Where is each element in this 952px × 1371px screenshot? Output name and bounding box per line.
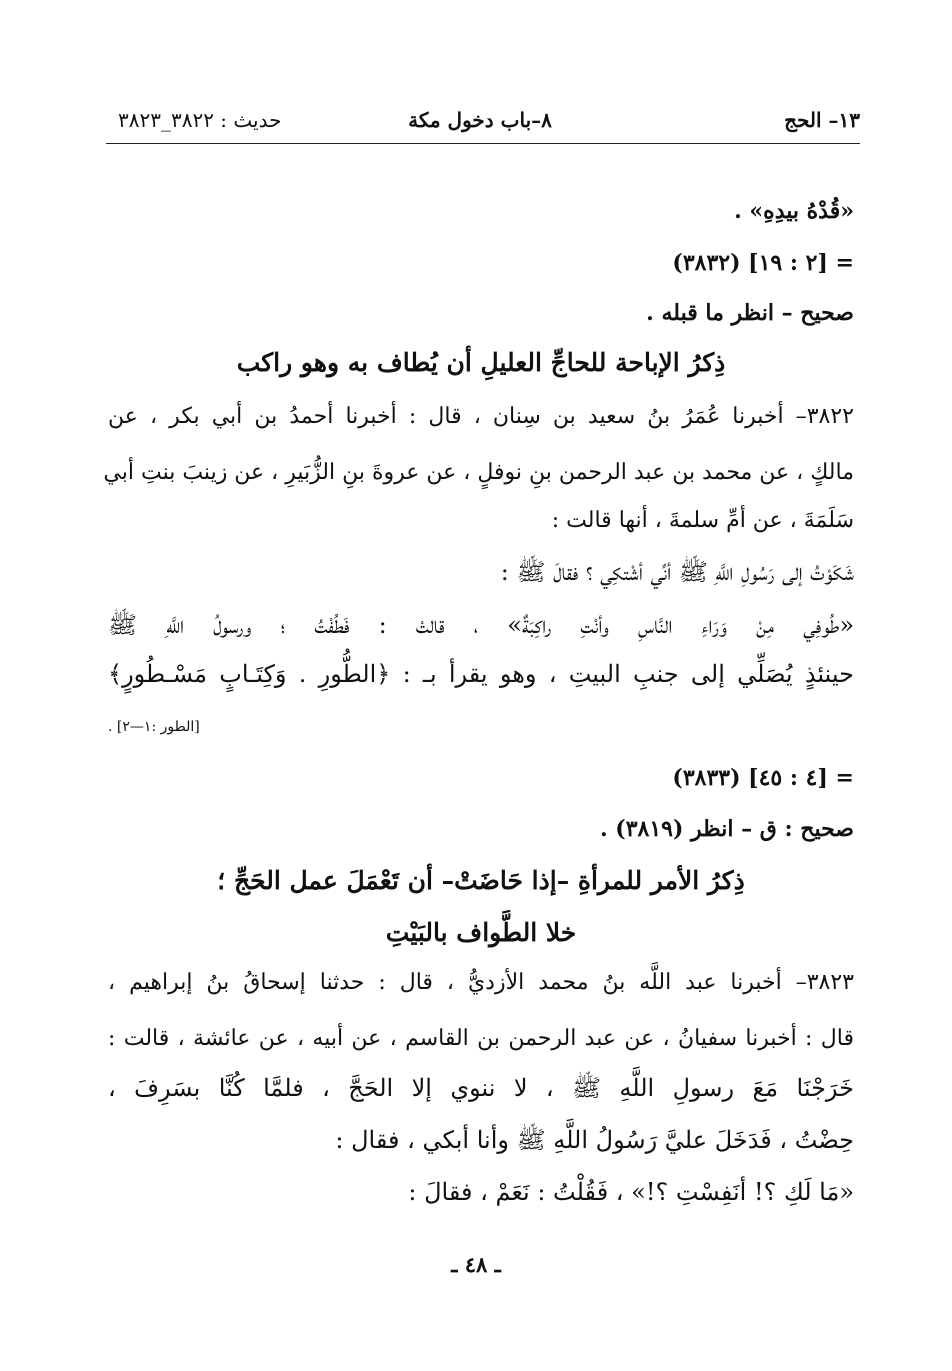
hadith-isnad-line: قال : أخبرنا سفيانُ ، عن عبد الرحمن بن القاسم ، عن أبيه ، عن عائشة ، قالت : — [108, 1026, 854, 1051]
hadith-matn-line: «مَا لَكِ ؟! أنَفِسْتِ ؟!» ، فَقُلْتُ : نَعَمْ ، فقالَ : — [408, 1178, 854, 1206]
hadith-matn-line: حِضْتُ ، فَدَخَلَ عليَّ رَسُولُ اللَّهِ ﷺ وأنا أبكي ، فقال : — [335, 1126, 854, 1154]
cross-reference-line: = [٢ : ١٩] (٣٨٣٢) — [672, 250, 854, 276]
section-heading-continued: خلا الطَّواف بالبَيْتِ — [385, 918, 577, 947]
hadith-isnad-line: ٣٨٢٣– أخبرنا عبد اللَّه بنُ محمد الأزديُّ ، قال : حدثنا إسحاقُ بنُ إبراهيم ، — [108, 970, 854, 995]
running-header-chapter: ٨–باب دخول مكة — [408, 108, 552, 132]
header-rule — [106, 143, 860, 144]
hadith-isnad-line: ٣٨٢٢– أخبرنا عُمَرُ بنُ سعيد بن سِنان ، قال : أخبرنا أحمدُ بن أبي بكر ، عن — [108, 404, 854, 429]
grading-line: صحيح – انظر ما قبله . — [646, 300, 854, 326]
hadith-isnad-line: مالكٍ ، عن محمد بن عبد الرحمن بنِ نوفلٍ ، عن عروةَ بنِ الزُّبَيرِ ، عن زينبَ بنتِ أبي — [103, 460, 854, 485]
running-header-hadith-range: حديث : ٣٨٢٢_٣٨٢٣ — [118, 108, 282, 132]
hadith-matn-line: خَرَجْنَا مَعَ رسولِ اللَّهِ ﷺ ، لا ننوي إلا الحَجَّ ، فلمَّا كُنَّا بسَرِفَ ، — [108, 1074, 854, 1102]
page-number: ـ ٤٨ ـ — [451, 1252, 501, 1277]
cross-reference-line: = [٤ : ٤٥] (٣٨٣٣) — [672, 765, 854, 791]
hadith-matn-line: حينئذٍ يُصَلِّي إلى جنبِ البيتِ ، وهو يقرأ بـ : ﴿الطُّورِ . وَكِتَـابٍ مَسْـطُورٍ﴾ — [108, 660, 854, 688]
hadith-isnad-line: سَلَمَةَ ، عن أمِّ سلمةَ ، أنها قالت : — [551, 508, 854, 533]
text-line: «قُدْهُ بيدِهِ» . — [734, 198, 854, 224]
section-heading: ذِكرُ الإباحة للحاجِّ العليلِ أن يُطاف به وهو راكب — [236, 348, 726, 377]
section-heading: ذِكرُ الأمر للمرأةِ –إذا حَاضَتْ– أن تَعْمَلَ عمل الحَجِّ ؛ — [217, 866, 745, 895]
quran-reference: [الطور :١—٢] . — [108, 719, 200, 735]
grading-line: صحيح : ق – انظر (٣٨١٩) . — [599, 816, 854, 842]
running-header-book: ١٣– الحج — [784, 108, 860, 132]
hadith-matn-line: «طُوفِي مِنْ وَرَاءِ النَّاسِ وأنْتِ راكِبَةٌ» ، قالتْ : فَطُفْتُ ؛ ورسولُ اللَّهِ ﷺ — [108, 611, 854, 639]
hadith-matn-line: شَكَوْتُ إلى رَسُولِ اللَّهِ ﷺ أنِّي أشْتكِي ؟ فقالَ ﷺ : — [500, 558, 854, 586]
